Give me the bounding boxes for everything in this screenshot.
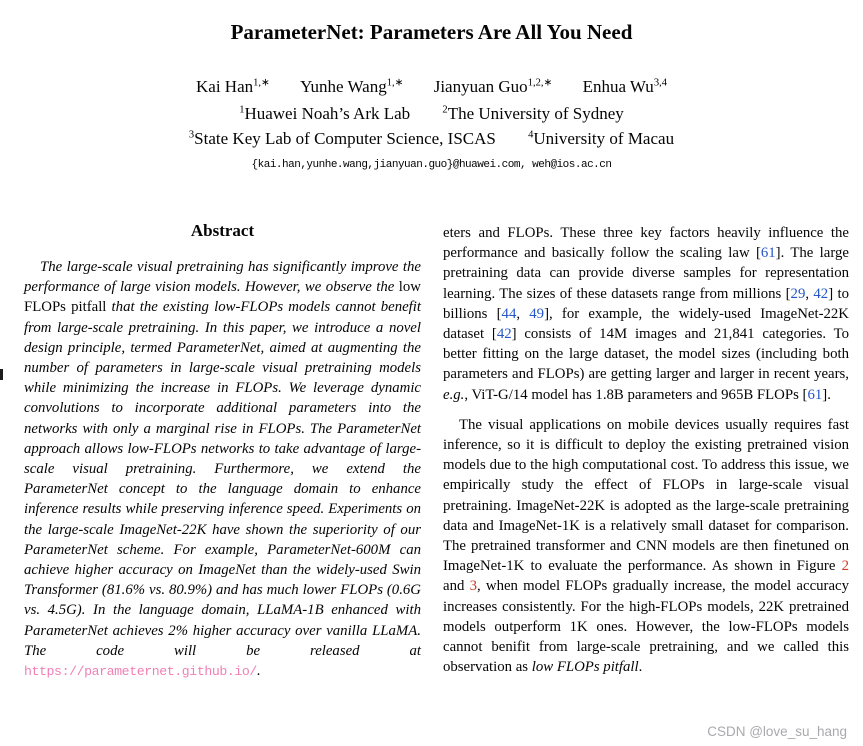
citation-link[interactable]: 61 bbox=[807, 386, 823, 403]
left-edge-artifact bbox=[0, 369, 3, 380]
text-segment: , bbox=[516, 305, 530, 322]
text-segment: low FLOPs pitfall bbox=[531, 659, 639, 676]
text-segment: ] to billions [ bbox=[443, 285, 849, 322]
affiliation-marker: 1 bbox=[239, 104, 245, 116]
author-name-text: Yunhe Wang bbox=[300, 77, 387, 96]
text-segment: ], for example, the widely-used ImageNet-22K dataset [ bbox=[443, 305, 849, 343]
text-segment: . bbox=[638, 659, 643, 676]
affiliation-text: Huawei Noah’s Ark Lab bbox=[244, 104, 411, 123]
text-segment: . bbox=[256, 663, 261, 680]
text-segment: that the existing low-FLOPs models cannot benefit from large-scale pretraining. In this paper, we introduce a novel design principle, termed ParameterNet, aimed at augmenting the number of parameters in large-scale visual pretraining models while minimizing the increase in FLOPs. We leverage dynamic convolutions to incorporate additional parameters into the networks with only a marginal rise in FLOPs. The ParameterNet approach allows low-FLOPs networks to take advantage of large-scale visual pretraining. Furthermore, we extend the ParameterNet concept to the language domain to enhance inference results while preserving inference speed. Experiments on the large-scale ImageNet-22K have shown the superiority of our ParameterNet scheme. For example, ParameterNet-600M can achieve higher accuracy on ImageNet than the widely-used Swin Transformer (81.6% vs. 80.9%) and has much lower FLOPs (0.6G vs. 4.5G). In the language domain, LLaMA-1B enhanced with ParameterNet achieves 2% higher accuracy over vanilla LLaMA. The code will be released at bbox=[24, 299, 421, 659]
text-segment: , when model FLOPs gradually increase, the model accuracy increases consistently. For the high-FLOPs models, 22K pretrained models outperform 1K ones. However, the low-FLOPs models cannot benifit from large-scale pretraining, and we called this observation as bbox=[443, 578, 849, 676]
left-column bbox=[24, 216, 421, 682]
text-segment: low FLOPs pitfall bbox=[24, 279, 421, 316]
affiliation bbox=[528, 129, 674, 148]
citation-link[interactable]: 29 bbox=[790, 285, 806, 302]
csdn-watermark: CSDN @love_su_hang bbox=[707, 724, 847, 739]
text-segment: The large-scale visual pretraining has significantly improve the performance of large vision models. However, we observe the bbox=[24, 259, 421, 296]
text-segment: and bbox=[443, 578, 470, 595]
author-name bbox=[300, 77, 403, 96]
author-emails: {kai.han,yunhe.wang,jianyuan.guo}@huawei.com, weh@ios.ac.cn bbox=[251, 159, 612, 171]
url-link[interactable]: https://parameternet.github.io/ bbox=[24, 664, 257, 680]
text-segment: eters and FLOPs. These three key factors heavily influence the performance and basically follow the scaling law [ bbox=[443, 225, 849, 262]
citation-link[interactable]: 61 bbox=[760, 245, 776, 262]
author-name-text: Kai Han bbox=[196, 77, 254, 96]
affiliation-marker: 2 bbox=[442, 104, 448, 116]
text-segment: ]. The large pretraining data can provide diverse samples for representation learning. The sizes of these datasets range from millions [ bbox=[443, 245, 849, 302]
text-segment: ]. bbox=[822, 386, 831, 403]
affiliation-text: State Key Lab of Computer Science, ISCAS bbox=[194, 129, 496, 148]
affiliation-text: University of Macau bbox=[533, 129, 675, 148]
author-affil-marker: 1,∗ bbox=[386, 77, 404, 89]
author-name-text: Enhua Wu bbox=[582, 77, 654, 96]
two-column-body bbox=[24, 216, 849, 682]
affiliation-line-2 bbox=[0, 128, 863, 150]
author-name-text: Jianyuan Guo bbox=[433, 77, 528, 96]
text-segment: , ViT-G/14 model has 1.8B parameters and 965B FLOPs [ bbox=[464, 386, 808, 403]
affiliation-text: The University of Sydney bbox=[447, 104, 624, 123]
paper-title: ParameterNet: Parameters Are All You Need bbox=[230, 20, 633, 44]
citation-link[interactable]: 42 bbox=[813, 285, 829, 302]
affiliation bbox=[239, 104, 410, 123]
text-segment: The visual applications on mobile devices usually requires fast inference, so it is difficult to deploy the existing pretrained vision models due to the high computational cost. To address this issue, we empirically study the effect of FLOPs in large-scale visual pretraining. ImageNet-22K is adopted as the large-scale pretraining data and ImageNet-1K is a relatively small dataset for comparison. The pretrained transformer and CNN models are then finetuned on ImageNet-1K to evaluate the performance. As shown in Figure bbox=[443, 416, 849, 575]
author-name bbox=[434, 77, 553, 96]
body-paragraph-1 bbox=[443, 223, 849, 405]
affiliation-line-1 bbox=[0, 103, 863, 125]
body-paragraph-2 bbox=[443, 415, 849, 678]
figure-ref-link[interactable]: 2 bbox=[841, 558, 849, 575]
citation-link[interactable]: 42 bbox=[496, 326, 512, 343]
author-affil-marker: 3,4 bbox=[653, 77, 667, 89]
citation-link[interactable]: 49 bbox=[529, 305, 545, 322]
author-affil-marker: 1,∗ bbox=[253, 77, 270, 89]
affiliation-marker: 4 bbox=[528, 129, 534, 141]
figure-ref-link[interactable]: 3 bbox=[469, 578, 477, 595]
citation-link[interactable]: 44 bbox=[501, 305, 517, 322]
author-affil-marker: 1,2,∗ bbox=[527, 77, 553, 89]
affiliation-marker: 3 bbox=[188, 129, 195, 141]
abstract-paragraph bbox=[24, 257, 421, 682]
affiliation bbox=[442, 104, 623, 123]
authors-line bbox=[0, 76, 863, 98]
right-column bbox=[443, 216, 849, 682]
abstract-heading: Abstract bbox=[190, 221, 255, 240]
text-segment: e.g. bbox=[443, 386, 465, 403]
text-segment: , bbox=[805, 285, 814, 302]
author-name bbox=[583, 77, 667, 96]
affiliation bbox=[189, 129, 496, 148]
text-segment: ] consists of 14M images and 21,841 categories. To better fitting on the large dataset, the model sizes (including both parameters and FLOPs) are getting larger and larger in recent years, bbox=[443, 326, 849, 383]
author-name bbox=[196, 77, 270, 96]
